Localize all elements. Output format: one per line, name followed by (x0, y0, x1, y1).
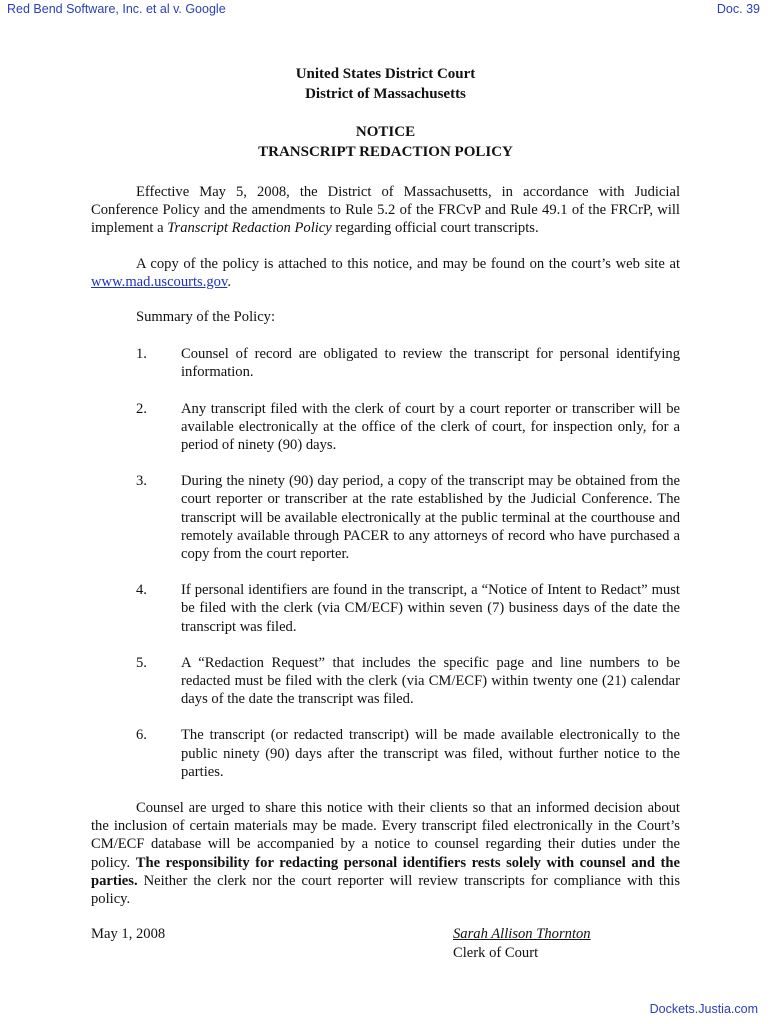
notice-date: May 1, 2008 (91, 926, 166, 943)
list-item (91, 581, 680, 636)
policy-name: Transcript Redaction Policy (167, 220, 332, 237)
responsibility-statement: The responsibility for redacting personal identifiers rests solely with counsel and the parties. (91, 854, 680, 889)
summary-heading: Summary of the Policy: (136, 309, 276, 326)
case-title-link[interactable]: Red Bend Software, Inc. et al v. Google (7, 2, 226, 16)
signature (453, 925, 591, 961)
item-text: During the ninety (90) day period, a copy of the transcript may be obtained from the court reporter or transcriber at the rate established by the Judicial Conference. The transcript will be available electronically at the public terminal at the courthouse and remotely available through PACER to any attorneys of record who have purchased a copy from the court reporter. (181, 473, 680, 563)
item-number: 3. (136, 473, 147, 490)
item-text: The transcript (or redacted transcript) will be made available electronically to the public ninety (90) days after the transcript was filed, without further notice to the parties. (181, 727, 680, 780)
item-number: 4. (136, 582, 147, 599)
docket-number-link[interactable]: Doc. 39 (716, 2, 760, 16)
intro-text-end: regarding official court transcripts. (331, 220, 539, 237)
intro-paragraph (91, 183, 680, 238)
policy-location-paragraph (91, 255, 680, 291)
item-text: A “Redaction Request” that includes the specific page and line numbers to be redacted must be filed with the clerk (via CM/ECF) within twenty one (21) calendar days of the date the transcript was filed. (181, 654, 680, 708)
notice-document (91, 65, 680, 965)
signature-block (91, 925, 680, 965)
list-item (91, 726, 680, 781)
signer-title: Clerk of Court (453, 944, 539, 961)
list-item (91, 654, 680, 709)
item-text: Counsel of record are obligated to review the transcript for personal identifying information. (181, 346, 680, 381)
justia-link[interactable]: Dockets.Justia.com (649, 1002, 758, 1016)
list-item (91, 345, 680, 381)
item-number: 2. (136, 400, 147, 417)
closing-text-end: Neither the clerk nor the court reporter will review transcripts for compliance with this policy. (91, 872, 680, 908)
list-item (91, 472, 680, 563)
item-number: 6. (136, 727, 147, 744)
policy-location-end: . (227, 273, 231, 290)
policy-location-text: A copy of the policy is attached to this notice, and may be found on the court’s web site at (136, 255, 680, 272)
notice-heading (91, 123, 680, 162)
closing-paragraph (91, 799, 680, 908)
court-name: United States District Court (295, 66, 476, 82)
intro-text-start: Effective May 5, 2008, the District of Massachusetts, in accordance with Judicial Conference Policy and the amendments to Rule 5.2 of the FRCvP and Rule 49.1 of the FRCrP, will implement a (91, 184, 680, 237)
item-number: 5. (136, 654, 147, 671)
signer-name: Sarah Allison Thornton (453, 926, 591, 943)
item-text: If personal identifiers are found in the transcript, a “Notice of Intent to Redact” must be filed with the clerk (via CM/ECF) within seven (7) business days of the date the transcript was filed. (181, 582, 680, 635)
notice-title: TRANSCRIPT REDACTION POLICY (258, 143, 513, 160)
closing-text-start: Counsel are urged to share this notice with their clients so that an informed decision about the inclusion of certain materials may be made. Every transcript filed electronically in the Court’s CM/ECF database will be accompanied by a notice to counsel regarding their duties under the policy. (91, 800, 680, 871)
item-text: Any transcript filed with the clerk of court by a court reporter or transcriber will be available electronically at the office of the clerk of court, for inspection only, for a period of ninety (90) days. (181, 400, 680, 454)
court-heading (91, 65, 680, 104)
list-item (91, 400, 680, 455)
notice-label: NOTICE (355, 124, 416, 140)
item-number: 1. (136, 346, 147, 363)
court-district: District of Massachusetts (305, 85, 466, 102)
policy-summary-list (91, 345, 680, 781)
court-website-link[interactable]: www.mad.uscourts.gov (91, 273, 228, 290)
